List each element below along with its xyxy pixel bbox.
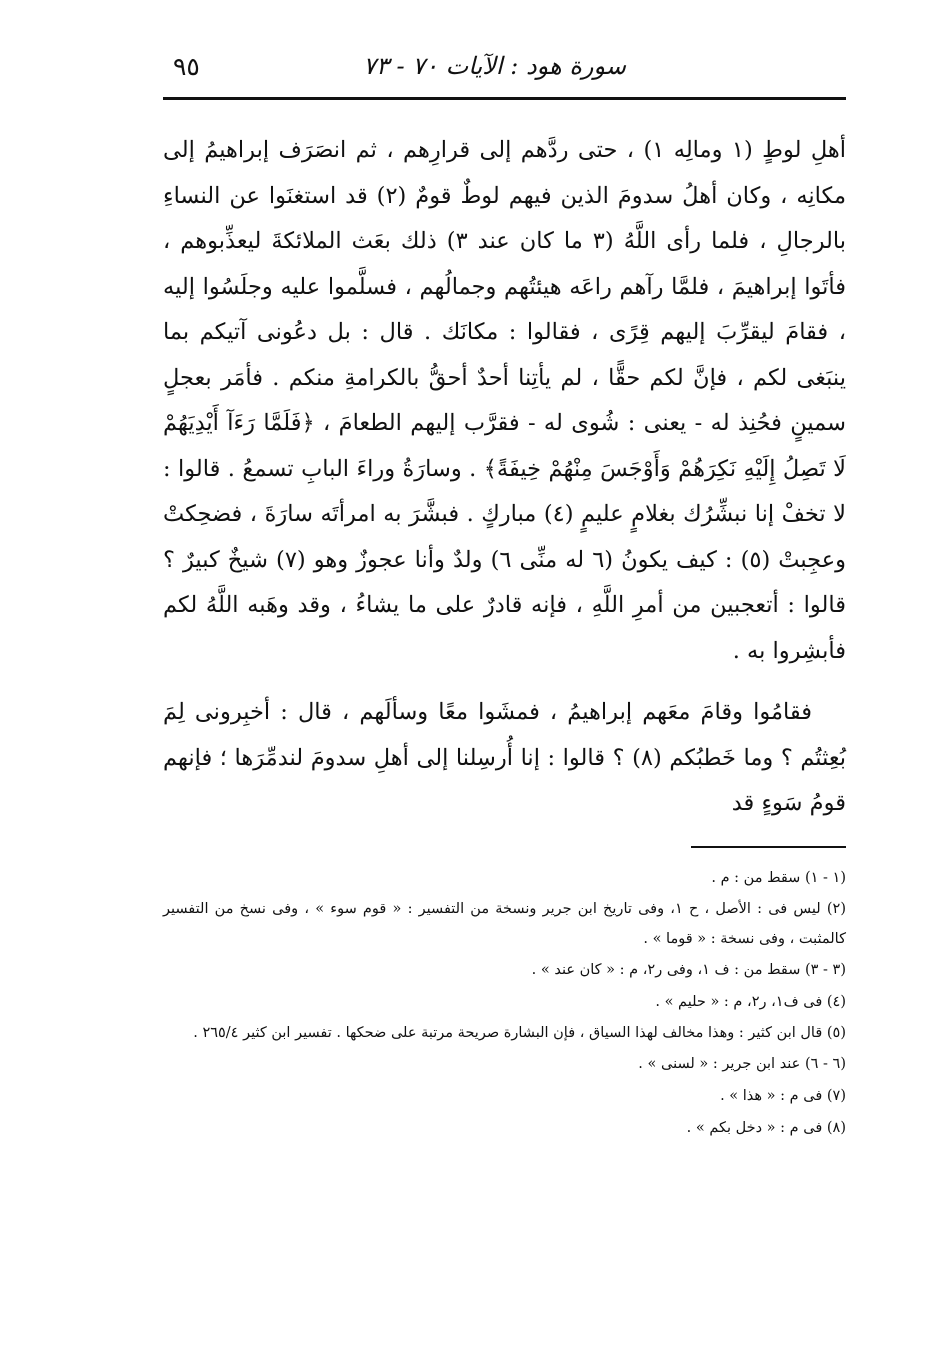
footnote: (١ - ١) سقط من : م . (711, 870, 846, 886)
running-header (163, 52, 846, 92)
running-title: سورة هود : الآيات ٧٠ - ٧٣ (363, 52, 626, 80)
page-number: ٩٥ (173, 52, 200, 81)
footnote: (٨) فى م : « دخل بكم » . (686, 1120, 846, 1136)
footnote: (٢) ليس فى : الأصل ، ح ١، وفى تاريخ ابن جرير ونسخة من التفسير : « قوم سوء » ، وفى نسخ من التفسير كالمثبت ، وفى نسخة : « قوما » . (163, 901, 846, 947)
footnote: (٥) قال ابن كثير : وهذا مخالف لهذا السياق ، فإن البشارة صريحة مرتبة على ضحكها . تفسير ابن كثير ٢٦٥/٤ . (193, 1025, 846, 1041)
footnote-separator (691, 846, 846, 848)
paragraph: أهلِ لوطٍ (١ ومالِه ١) ، حتى ردَّهم إلى قرارِهم ، ثم انصَرَف إبراهيمُ إلى مكانِه ، وكان أهلُ سدومَ الذين فيهم لوطٌ قومٌ (٢) قد استغنَوا عن النساءِ بالرجالِ ، فلما رأى اللَّهُ (٣ ما كان عند ٣) ذلك بعَث الملائكةَ ليعذِّبوهم ، فأتَوا إبراهيمَ ، فلمَّا رآهم راعَه هيئتُهم وجمالُهم ، فسلَّموا عليه وجلَسُوا إليه ، فقامَ ليقرِّبَ إليهم قِرًى ، فقالوا : مكانَك . قال : بل دعُونى آتيكم بما ينبَغى لكم ، فإنَّ لكم حقًّا ، لم يأتِنا أحدٌ أحقُّ بالكرامةِ منكم . فأمَر بعجلٍ سمينٍ فحُنِذ له - يعنى : شُوى له - فقرَّب إليهم الطعامَ ، ﴿فَلَمَّا رَءَآ أَيْدِيَهُمْ لَا تَصِلُ إِلَيْهِ نَكِرَهُمْ وَأَوْجَسَ مِنْهُمْ خِيفَةً﴾ . وسارَةُ وراءَ البابِ تسمعُ . قالوا : لا تخفْ إنا نبشِّرُك بغلامٍ عليمٍ (٤) مباركٍ . فبشَّرَ به امرأتَه سارَةَ ، فضحِكتْ وعجِبتْ (٥) : كيف يكونُ (٦ له منِّى ٦) ولدٌ وأنا عجوزٌ وهو (٧) شيخٌ كبيرٌ ؟ قالوا : أتعجبين من أمرِ اللَّهِ ، فإنه قادرٌ على ما يشاءُ ، وقد وهَبه اللَّهُ لكم فأبشِروا به . (163, 137, 847, 664)
main-text (163, 128, 846, 827)
footnote: (٦ - ٦) عند ابن جرير : « لسنى » . (638, 1056, 846, 1072)
paragraph: فقامُوا وقامَ معَهم إبراهيمُ ، فمشَوا معًا وسألَهم ، قال : أخبِرونى لِمَ بُعِثتُم ؟ وما خَطبُكم (٨) ؟ قالوا : إنا أُرسِلنا إلى أهلِ سدومَ لندمِّرَها ؛ فإنهم قومُ سَوءٍ قد (163, 699, 846, 816)
footnote: (٧) فى م : « هذا » . (720, 1088, 846, 1104)
header-rule (163, 97, 846, 100)
footnote: (٣ - ٣) سقط من : ف ١، وفى ر٢، م : « كان عند » . (531, 962, 846, 978)
footnotes (163, 862, 846, 1144)
footnote: (٤) فى ف١، ر٢، م : « حليم » . (655, 994, 846, 1010)
